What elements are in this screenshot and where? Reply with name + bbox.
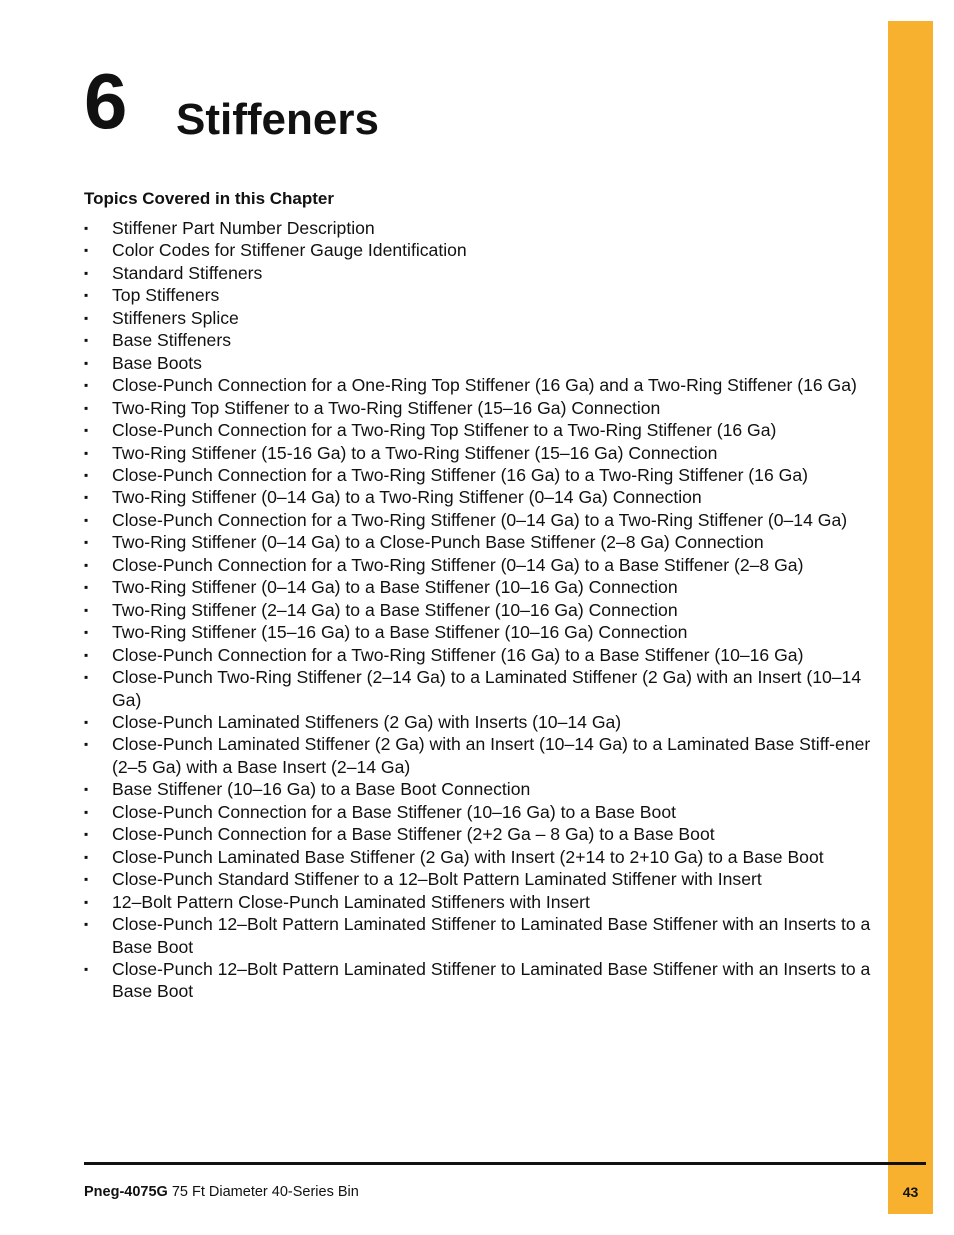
topic-item: ▪ Color Codes for Stiffener Gauge Identification [84,239,874,261]
footer-doc-title: 75 Ft Diameter 40-Series Bin [167,1184,359,1200]
footer-rule [84,1162,926,1165]
footer-doc-code: Pneg-4075G [84,1184,168,1200]
topic-item: ▪ 12–Bolt Pattern Close-Punch Laminated Stiffeners with Insert [84,891,874,913]
topic-item: ▪ Close-Punch Connection for a Two-Ring Stiffener (16 Ga) to a Two-Ring Stiffener (16 Ga) [84,464,874,486]
topic-item: ▪ Base Boots [84,352,874,374]
topic-item: ▪ Close-Punch Laminated Stiffeners (2 Ga) with Inserts (10–14 Ga) [84,711,874,733]
topics-heading: Topics Covered in this Chapter [84,189,335,208]
chapter-number: 6 [84,57,128,145]
topic-item: ▪ Close-Punch 12–Bolt Pattern Laminated Stiffener to Laminated Base Stiffener with an Inserts to a Base Boot [84,958,874,1003]
topic-item: ▪ Two-Ring Stiffener (0–14 Ga) to a Base Stiffener (10–16 Ga) Connection [84,576,874,598]
topic-item: ▪ Close-Punch Connection for a Two-Ring Stiffener (16 Ga) to a Base Stiffener (10–16 Ga) [84,644,874,666]
topic-item: ▪ Two-Ring Top Stiffener to a Two-Ring Stiffener (15–16 Ga) Connection [84,397,874,419]
topic-item: ▪ Two-Ring Stiffener (0–14 Ga) to a Two-Ring Stiffener (0–14 Ga) Connection [84,486,874,508]
topic-item: ▪ Two-Ring Stiffener (0–14 Ga) to a Close-Punch Base Stiffener (2–8 Ga) Connection [84,531,874,553]
topic-item: ▪ Two-Ring Stiffener (15-16 Ga) to a Two-Ring Stiffener (15–16 Ga) Connection [84,442,874,464]
topic-item: ▪ Stiffener Part Number Description [84,217,874,239]
topic-item: ▪ Close-Punch Connection for a Two-Ring Top Stiffener to a Two-Ring Stiffener (16 Ga) [84,419,874,441]
topic-item: ▪ Base Stiffeners [84,329,874,351]
topic-item: ▪ Close-Punch Connection for a Base Stiffener (10–16 Ga) to a Base Boot [84,801,874,823]
topic-item: ▪ Base Stiffener (10–16 Ga) to a Base Boot Connection [84,778,874,800]
topics-list [84,217,874,1003]
topic-item: ▪ Close-Punch Laminated Base Stiffener (2 Ga) with Insert (2+14 to 2+10 Ga) to a Base Boot [84,846,874,868]
chapter-title: Stiffeners [176,95,379,144]
topic-item: ▪ Close-Punch Connection for a Two-Ring Stiffener (0–14 Ga) to a Base Stiffener (2–8 Ga) [84,554,874,576]
topic-item: ▪ Close-Punch Connection for a Base Stiffener (2+2 Ga – 8 Ga) to a Base Boot [84,823,874,845]
footer-doc-info [84,1183,359,1201]
topic-item: ▪ Two-Ring Stiffener (2–14 Ga) to a Base Stiffener (10–16 Ga) Connection [84,599,874,621]
topic-item: ▪ Standard Stiffeners [84,262,874,284]
topic-item: ▪ Close-Punch 12–Bolt Pattern Laminated Stiffener to Laminated Base Stiffener with an Inserts to a Base Boot [84,913,874,958]
topic-item: ▪ Close-Punch Standard Stiffener to a 12–Bolt Pattern Laminated Stiffener with Insert [84,868,874,890]
topic-item: ▪ Close-Punch Connection for a Two-Ring Stiffener (0–14 Ga) to a Two-Ring Stiffener (0–14 Ga) [84,509,874,531]
topic-item: ▪ Top Stiffeners [84,284,874,306]
chapter-side-tab [888,21,933,1214]
topic-item: ▪ Close-Punch Two-Ring Stiffener (2–14 Ga) to a Laminated Stiffener (2 Ga) with an Insert (10–14 Ga) [84,666,874,711]
topic-item: ▪ Close-Punch Connection for a One-Ring Top Stiffener (16 Ga) and a Two-Ring Stiffener (16 Ga) [84,374,874,396]
topic-item: ▪ Stiffeners Splice [84,307,874,329]
topic-item: ▪ Two-Ring Stiffener (15–16 Ga) to a Base Stiffener (10–16 Ga) Connection [84,621,874,643]
topic-item: ▪ Close-Punch Laminated Stiffener (2 Ga) with an Insert (10–14 Ga) to a Laminated Base Stiff-ener (2–5 Ga) with a Base Insert (2–14 Ga) [84,733,874,778]
page-number: 43 [902,1184,919,1200]
